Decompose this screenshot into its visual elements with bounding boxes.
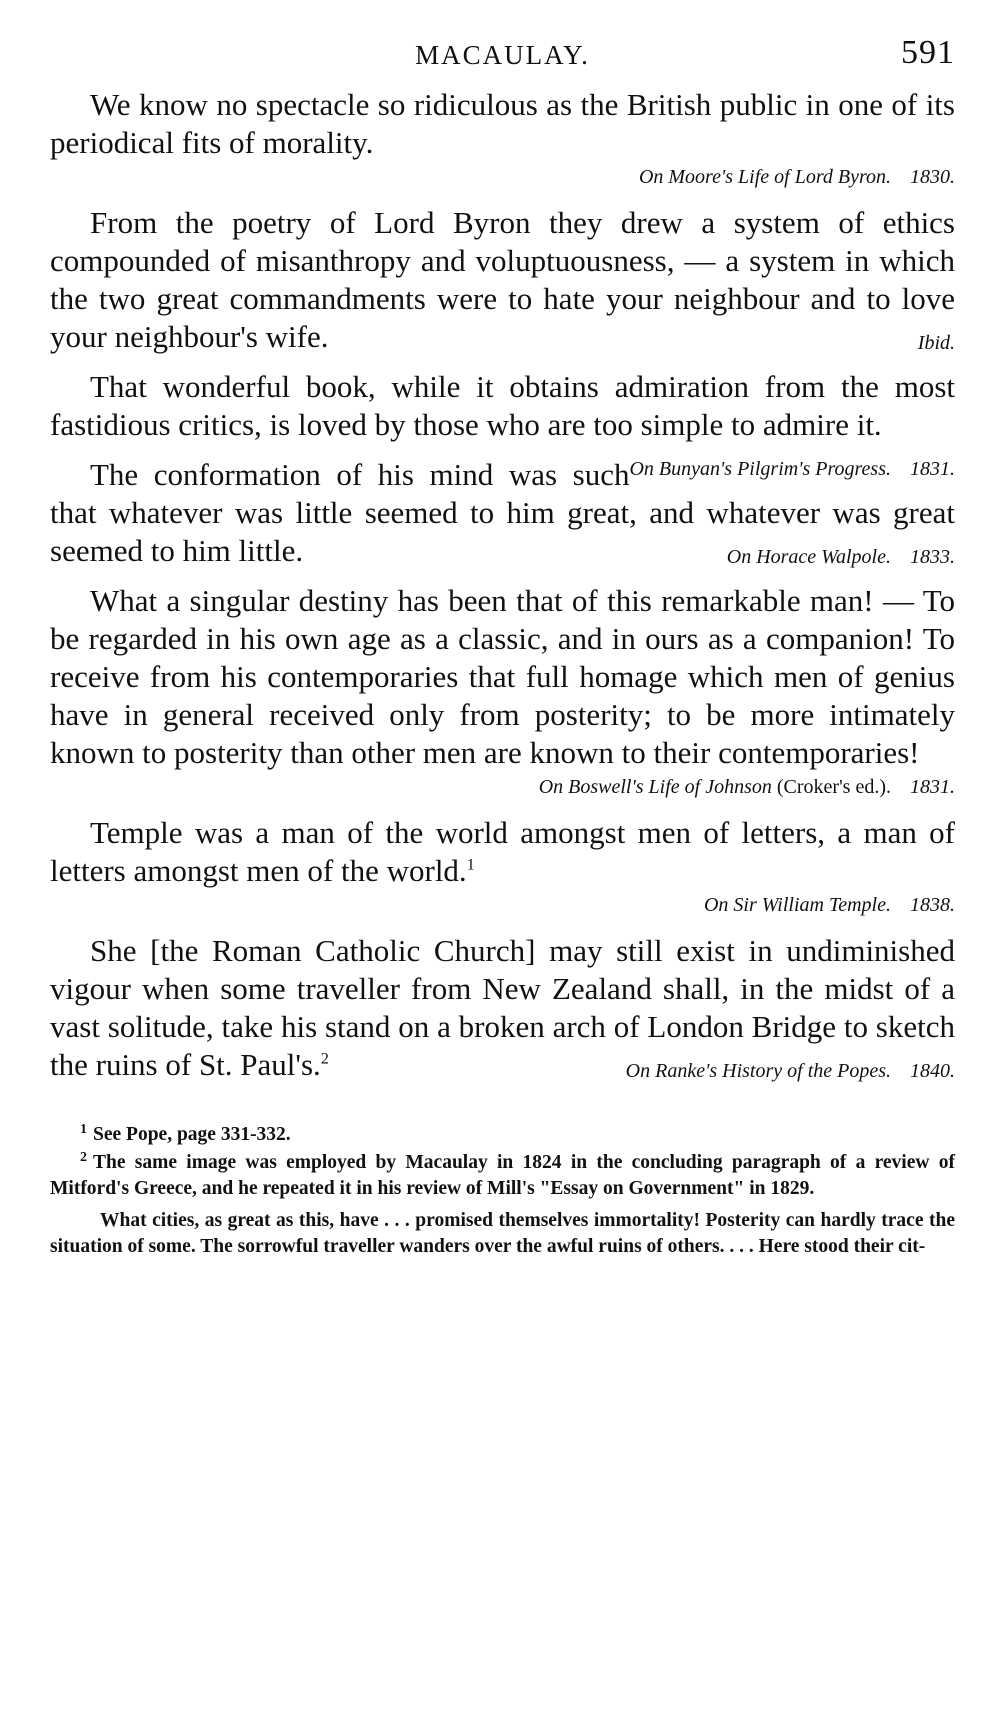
citation-year: 1840. xyxy=(910,1060,955,1082)
citation-year: 1831. xyxy=(910,776,955,798)
quote-text-body: Temple was a man of the world amongst men of letters, a man of letters amongst men of the world. xyxy=(50,815,955,888)
quote-citation xyxy=(626,1052,955,1090)
quote-text-body: The conformation of his mind was such that whatever was little seemed to him great, and whatever was great seemed to him little. xyxy=(50,457,955,568)
citation-note: (Croker's ed.). xyxy=(776,776,891,798)
quote xyxy=(50,814,955,920)
footnote-ref[interactable]: 1 xyxy=(466,856,475,874)
quote-citation xyxy=(629,450,955,488)
quote xyxy=(50,582,955,802)
citation-year: 1831. xyxy=(910,458,955,480)
quote-citation xyxy=(918,324,955,362)
footnotes xyxy=(50,1122,955,1260)
quote xyxy=(50,204,955,356)
quote xyxy=(50,932,955,1084)
footnote-text: The same image was employed by Macaulay in 1824 in the concluding paragraph of a review of Mitford's Greece, and he repeated it in his review of Mill's "Essay on Government" in 1829. xyxy=(50,1152,955,1199)
footnote-ref[interactable]: 2 xyxy=(320,1050,329,1068)
page xyxy=(50,30,955,1260)
citation-source: On Moore's Life of Lord Byron. xyxy=(638,166,891,188)
quote-text xyxy=(50,368,955,480)
quote-citation xyxy=(727,538,955,576)
quote-text xyxy=(50,204,955,356)
quote xyxy=(50,86,955,192)
footnote xyxy=(50,1122,955,1148)
running-title: MACAULAY. xyxy=(415,40,590,70)
quote-text xyxy=(50,814,955,890)
quote-citation xyxy=(50,162,955,192)
citation-source: On Ranke's History of the Popes. xyxy=(625,1060,891,1082)
quote-text-body: That wonderful book, while it obtains admiration from the most fastidious critics, is loved by those who are too simple to admire it. xyxy=(50,369,955,442)
quote-text xyxy=(50,932,955,1084)
citation-year: 1833. xyxy=(910,546,955,568)
footnote-text: See Pope, page 331-332. xyxy=(93,1124,291,1145)
citation-year: 1838. xyxy=(910,894,955,916)
citation-year: 1830. xyxy=(910,166,955,188)
footnote-mark: 2 xyxy=(80,1149,87,1165)
quote-citation xyxy=(50,772,955,802)
footnote-continuation: What cities, as great as this, have . . . promised themselves immortality! Posterity can hardly trace the situation of some. The sorrowful traveller wanders over the awful ruins of others. . . . Here stood their cit- xyxy=(50,1210,955,1257)
running-header xyxy=(50,30,955,86)
citation-source: On Sir William Temple. xyxy=(703,894,891,916)
footnote xyxy=(50,1150,955,1202)
footnote-mark: 1 xyxy=(80,1121,87,1137)
quote-text: What a singular destiny has been that of this remarkable man! — To be regarded in his own age as a classic, and in ours as a companion! To receive from his contemporaries that full homage which men of genius have in general received only from posterity; to be more intimately known to posterity than other men are known to their contemporaries! xyxy=(50,583,955,770)
page-number: 591 xyxy=(901,34,955,71)
quote-text: We know no spectacle so ridiculous as the British public in one of its periodical fits of morality. xyxy=(50,87,955,160)
quote-text-body: She [the Roman Catholic Church] may still exist in undiminished vigour when some traveller from New Zealand shall, in the midst of a vast solitude, take his stand on a broken arch of London Bridge to sketch the ruins of St. Paul's. xyxy=(50,933,955,1082)
quote-citation xyxy=(50,890,955,920)
quote-text-body: From the poetry of Lord Byron they drew a system of ethics compounded of misanthropy and voluptuousness, — a system in which the two great commandments were to hate your neighbour and to love your neighbour's wife. xyxy=(50,205,955,354)
citation-source: Ibid. xyxy=(917,332,955,354)
citation-source: On Bunyan's Pilgrim's Progress. xyxy=(629,458,891,480)
citation-source: On Boswell's Life of Johnson xyxy=(538,776,772,798)
quote xyxy=(50,368,955,480)
citation-source: On Horace Walpole. xyxy=(726,546,891,568)
